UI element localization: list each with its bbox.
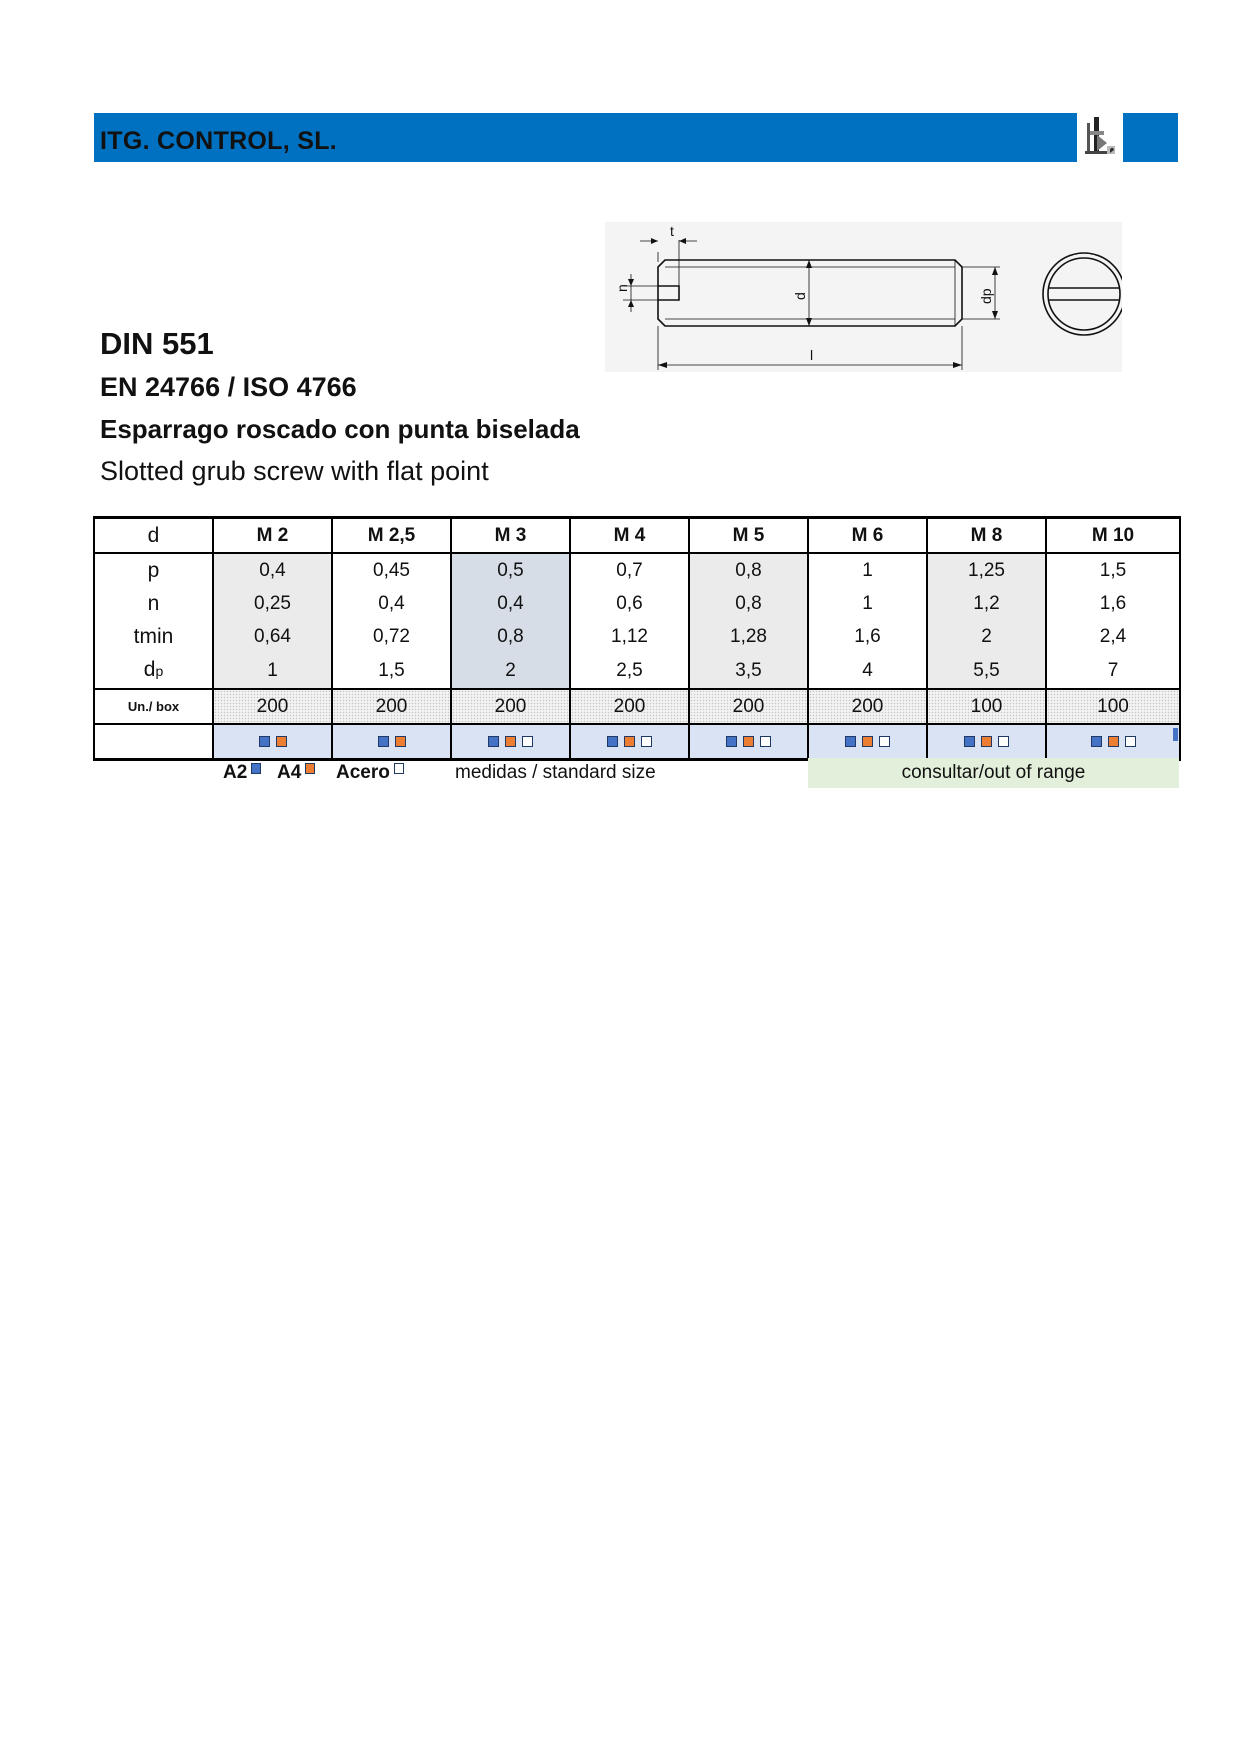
table-cell: 100 [927, 689, 1046, 724]
a2-material-icon [845, 736, 856, 747]
legend-a4 [277, 762, 315, 784]
materials-row [94, 724, 1180, 760]
table-cell: 0,8 [689, 553, 808, 587]
table-cell: 0,8 [451, 620, 570, 653]
a4-material-icon [624, 736, 635, 747]
legend-standard-size: medidas / standard size [455, 762, 656, 783]
materials-cell [808, 724, 927, 760]
acero-material-icon [641, 736, 652, 747]
equivalent-standards: EN 24766 / ISO 4766 [100, 372, 357, 402]
table-cell: 2,4 [1046, 620, 1180, 653]
table-cell: 200 [451, 689, 570, 724]
size-header: M 5 [689, 518, 808, 554]
a2-material-icon [378, 736, 389, 747]
row-label-units-per-box: Un./ box [94, 689, 213, 724]
company-name: ITG. CONTROL, SL. [100, 127, 338, 155]
table-cell: 200 [570, 689, 689, 724]
table-cell: 5,5 [927, 653, 1046, 689]
materials-cell [570, 724, 689, 760]
table-cell: 1,2 [927, 587, 1046, 620]
materials-cell [689, 724, 808, 760]
table-cell: 7 [1046, 653, 1180, 689]
table-cell: 200 [213, 689, 332, 724]
table-cell: 1,25 [927, 553, 1046, 587]
table-cell: 1 [213, 653, 332, 689]
table-cell: 1,12 [570, 620, 689, 653]
a2-material-icon [964, 736, 975, 747]
drawing-label-t: t [670, 223, 674, 239]
drawing-label-d: d [792, 292, 808, 300]
size-header: M 3 [451, 518, 570, 554]
a4-material-icon [862, 736, 873, 747]
legend-out-of-range: consultar/out of range [808, 758, 1179, 788]
table-cell: 0,5 [451, 553, 570, 587]
drawing-label-l: l [810, 347, 814, 363]
table-cell: 0,7 [570, 553, 689, 587]
product-name-spanish: Esparrago roscado con punta biselada [100, 414, 580, 444]
table-cell: 1,28 [689, 620, 808, 653]
a4-material-icon [395, 736, 406, 747]
materials-cell [927, 724, 1046, 760]
table-cell: 1 [808, 553, 927, 587]
legend-a2 [223, 762, 261, 784]
standard-title: DIN 551 [100, 326, 214, 361]
table-cell: 100 [1046, 689, 1180, 724]
size-header: M 6 [808, 518, 927, 554]
materials-cell [213, 724, 332, 760]
label-main: d [143, 658, 156, 681]
table-cell: 200 [689, 689, 808, 724]
table-row [94, 553, 1180, 587]
materials-row-label [94, 724, 213, 760]
units-per-box-row [94, 689, 1180, 724]
company-header-bar [94, 113, 1178, 162]
company-logo [1077, 113, 1123, 162]
legend-a4-label: A4 [277, 762, 302, 783]
logo-icon [1077, 113, 1123, 162]
size-header: M 8 [927, 518, 1046, 554]
size-header: M 2 [213, 518, 332, 554]
drawing-label-n: n [614, 284, 630, 292]
a2-material-icon [259, 736, 270, 747]
size-header: M 10 [1046, 518, 1180, 554]
row-label-n: n [94, 587, 213, 620]
table-cell: 0,25 [213, 587, 332, 620]
a4-material-icon [981, 736, 992, 747]
legend-a2-label: A2 [223, 762, 248, 783]
table-cell: 0,4 [213, 553, 332, 587]
a4-swatch-icon [305, 763, 315, 774]
table-cell: 200 [332, 689, 451, 724]
size-header-row [94, 518, 1180, 554]
acero-material-icon [760, 736, 771, 747]
product-name-english: Slotted grub screw with flat point [100, 456, 489, 486]
table-cell: 200 [808, 689, 927, 724]
legend-acero [336, 762, 404, 784]
table-cell: 0,8 [689, 587, 808, 620]
table-cell: 1 [808, 587, 927, 620]
a4-material-icon [743, 736, 754, 747]
row-label-d: d [94, 518, 213, 554]
table-row [94, 653, 1180, 689]
size-header: M 2,5 [332, 518, 451, 554]
table-cell: 0,4 [451, 587, 570, 620]
table-cell: 1,6 [808, 620, 927, 653]
grub-screw-drawing [605, 222, 1122, 372]
materials-cell [451, 724, 570, 760]
table-cell: 0,6 [570, 587, 689, 620]
table-edge-marker [1173, 728, 1178, 741]
table-cell: 0,72 [332, 620, 451, 653]
a2-swatch-icon [251, 763, 261, 774]
dimensions-table [93, 516, 1181, 761]
table-cell: 2 [451, 653, 570, 689]
table-cell: 1,6 [1046, 587, 1180, 620]
a2-material-icon [607, 736, 618, 747]
table-row [94, 587, 1180, 620]
label-subscript: p [155, 663, 164, 679]
acero-material-icon [1125, 736, 1136, 747]
table-cell: 2,5 [570, 653, 689, 689]
acero-material-icon [879, 736, 890, 747]
table-cell: 3,5 [689, 653, 808, 689]
materials-cell [332, 724, 451, 760]
a4-material-icon [1108, 736, 1119, 747]
table-cell: 0,64 [213, 620, 332, 653]
a2-material-icon [726, 736, 737, 747]
row-label-p: p [94, 553, 213, 587]
acero-material-icon [522, 736, 533, 747]
size-header: M 4 [570, 518, 689, 554]
a2-material-icon [488, 736, 499, 747]
legend-acero-label: Acero [336, 762, 390, 783]
table-row [94, 620, 1180, 653]
a4-material-icon [505, 736, 516, 747]
materials-cell [1046, 724, 1180, 760]
table-cell: 1,5 [332, 653, 451, 689]
row-label-tmin: tmin [94, 620, 213, 653]
table-cell: 1,5 [1046, 553, 1180, 587]
a4-material-icon [276, 736, 287, 747]
table-cell: 0,4 [332, 587, 451, 620]
table-cell: 2 [927, 620, 1046, 653]
table-cell: 0,45 [332, 553, 451, 587]
acero-swatch-icon [394, 763, 404, 774]
a2-material-icon [1091, 736, 1102, 747]
row-label-dp [94, 653, 213, 689]
table-cell: 4 [808, 653, 927, 689]
acero-material-icon [998, 736, 1009, 747]
drawing-label-dp: dp [978, 288, 994, 304]
